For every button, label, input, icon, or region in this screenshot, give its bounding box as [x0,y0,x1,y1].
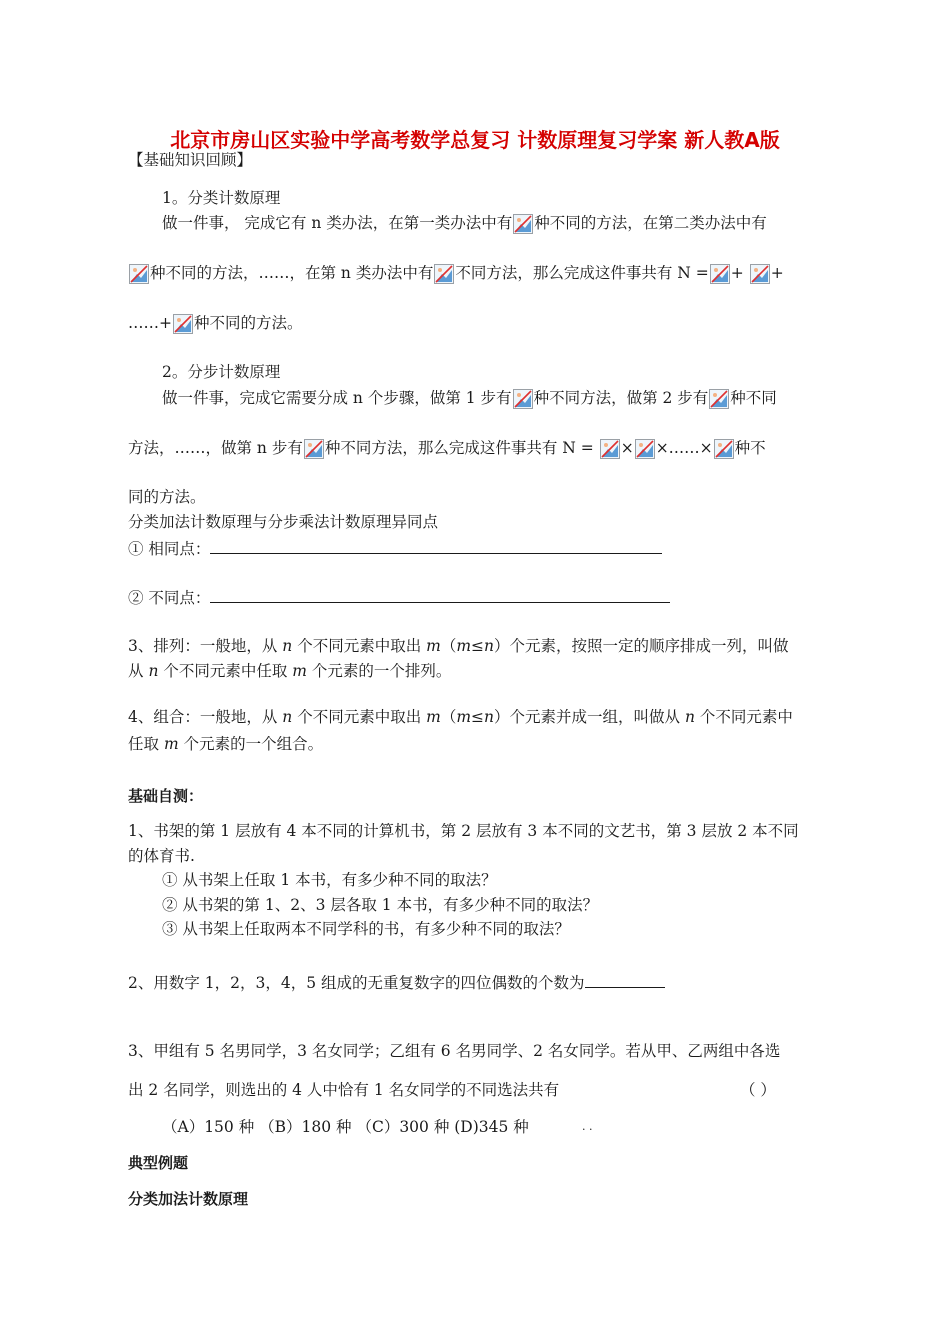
p2-line2-text-b: 种不同方法，那么完成这件事共有 N = [324,439,594,457]
q3-answer-paren[interactable]: （ ） [740,1081,776,1099]
var-m-le-n: m≤n [456,708,495,726]
q1-line1: 1、书架的第 1 层放有 4 本不同的计算机书，第 2 层放有 3 本不同的文艺书，第 3 层放 2 本不同 [128,822,799,840]
p2-line1 [162,388,777,409]
comb-l2-text-b: 个元素的一个组合。 [178,735,324,753]
examples-title: 典型例题 [128,1154,189,1172]
same-point-blank[interactable] [210,537,662,554]
var-n: n [684,708,695,726]
q2-text: 2、用数字 1，2，3，4，5 组成的无重复数字的四位偶数的个数为 [128,974,585,992]
var-n: n [282,708,293,726]
p1-line2-text-b: 不同方法，那么完成这件事共有 N = [455,264,709,282]
formula-image-icon [710,264,730,284]
same-point-line [128,537,662,559]
var-n: n [282,637,293,655]
p2-line2-text-c: 种不 [734,439,766,457]
diff-point-label: ② 不同点： [128,589,211,607]
plus-sign: + [730,264,744,282]
perm-l2-text-b: 个不同元素中任取 [158,662,293,680]
diff-point-blank[interactable] [210,586,670,603]
formula-image-icon [635,439,655,459]
q3-options: （A）150 种 （B）180 种 （C）300 种 (D)345 种 [162,1118,529,1136]
q1-sub3: ③ 从书架上任取两本不同学科的书，有多少种不同的取法？ [162,920,570,938]
p2-line1-text-c: 种不同 [730,389,777,407]
p2-heading: 2。分步计数原理 [162,363,281,381]
p2-line1-text-a: 做一件事，完成它需要分成 n 个步骤，做第 1 步有 [162,389,512,407]
p1-line1-text-b: 种不同的方法，在第二类办法中有 [534,214,767,232]
var-m: m [426,637,441,655]
self-test-title: 基础自测： [128,787,204,805]
p2-line2 [128,438,766,459]
q3-line2: 出 2 名同学，则选出的 4 人中恰有 1 名女同学的不同选法共有 [128,1081,560,1099]
q2-answer-blank[interactable] [585,971,665,988]
formula-image-icon [129,264,149,284]
comb-text-c: （ [440,708,457,726]
comb-l2-text-a: 任取 [128,735,164,753]
document-title: 北京市房山区实验中学高考数学总复习 计数原理复习学案 新人教A版 [170,128,780,152]
q1-sub1: ① 从书架上任取 1 本书，有多少种不同的取法？ [162,871,497,889]
q1-sub2: ② 从书架的第 1、2、3 层各取 1 本书，有多少种不同的取法？ [162,896,599,914]
formula-image-icon [600,439,620,459]
q3-dots: . . [582,1120,593,1133]
q2-line [128,971,665,993]
perm-l2-text-c: 个元素的一个排列。 [306,662,452,680]
times-dots-sign: ×……× [655,439,713,457]
var-n: n [148,662,159,680]
section-review-heading: 【基础知识回顾】 [128,151,253,169]
formula-image-icon [434,264,454,284]
compare-title: 分类加法计数原理与分步乘法计数原理异同点 [128,513,439,531]
p1-line2-text-a: 种不同的方法，……，在第 n 类办法中有 [150,264,434,282]
formula-image-icon [709,389,729,409]
comb-text-f: 个不同元素中 [694,708,793,726]
same-point-label: ① 相同点： [128,540,211,558]
var-m: m [163,735,179,753]
comb-text-b: 个不同元素中取出 [292,708,427,726]
p2-line3: 同的方法。 [128,488,206,506]
p1-line1-text-a: 做一件事， 完成它有 n 类办法，在第一类办法中有 [162,214,513,232]
comb-text-e: ）个元素并成一组，叫做从 [494,708,685,726]
combination-line1 [128,707,793,727]
perm-text-e: ）个元素，按照一定的顺序排成一列，叫做 [494,637,789,655]
comb-text-a: 4、组合：一般地，从 [128,708,283,726]
perm-text-a: 3、排列：一般地，从 [128,637,283,655]
examples-subtitle: 分类加法计数原理 [128,1190,249,1208]
p2-line1-text-b: 种不同方法，做第 2 步有 [533,389,709,407]
times-sign: × [620,439,634,457]
var-m: m [292,662,307,680]
q1-line2: 的体育书. [128,847,195,865]
var-m-le-n: m≤n [456,637,495,655]
formula-image-icon [513,389,533,409]
var-m: m [426,708,441,726]
p1-heading: 1。分类计数原理 [162,189,281,207]
permutation-line1 [128,636,789,656]
q3-line1: 3、甲组有 5 名男同学，3 名女同学；乙组有 6 名男同学、2 名女同学。若从甲、乙两组中各选 [128,1042,781,1060]
combination-line2 [128,734,323,754]
perm-text-b: 个不同元素中取出 [292,637,427,655]
p1-line3 [128,313,303,334]
diff-point-line [128,586,670,608]
p1-line1 [162,213,767,234]
plus-sign: + [770,264,784,282]
formula-image-icon [173,314,193,334]
permutation-line2 [128,661,451,681]
perm-text-c: （ [440,637,457,655]
formula-image-icon [750,264,770,284]
p1-line2 [128,263,784,284]
perm-l2-text-a: 从 [128,662,149,680]
formula-image-icon [304,439,324,459]
formula-image-icon [513,214,533,234]
p1-line3-text-b: 种不同的方法。 [194,314,303,332]
p2-line2-text-a: 方法，……，做第 n 步有 [128,439,303,457]
p1-line3-text-a: ……+ [128,314,172,332]
formula-image-icon [714,439,734,459]
